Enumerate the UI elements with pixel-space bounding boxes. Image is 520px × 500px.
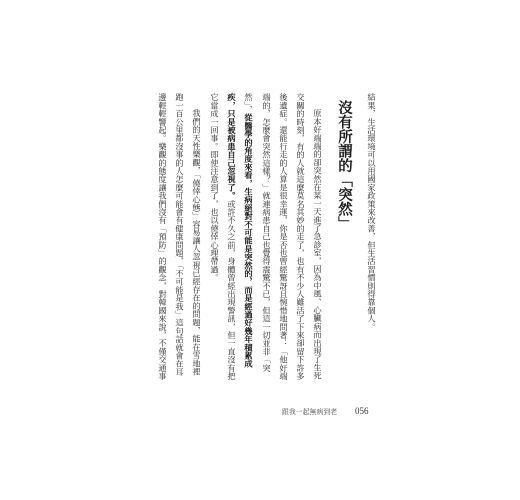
body-column-2	[295, 93, 306, 393]
body-text: 交關的時刻，有的人就這麼莫名其妙的走了，也有不少人雖活了下來卻留下許多	[296, 93, 306, 380]
page-number: 056	[355, 406, 369, 416]
body-text: 邊輕輕響起。樂觀的態度讓我們沒有「預防」的觀念，對韓國來說，不僅交通事	[158, 93, 168, 380]
body-text: 它當成一回事。即使注意到了，也以僥倖心理帶過。	[210, 93, 220, 282]
previous-paragraph-column	[366, 93, 377, 393]
body-text: 或許不久之前，身體曾經出現警訊，但一直沒有把	[227, 199, 237, 381]
body-text: 我們的天性樂觀，「僥倖心態」容易讓人忽視已經存在的問題，能在雪地裡	[192, 109, 202, 376]
body-text: 跑一百公里都沒事的人怎麼可能會有健康問題，「不可能是我」這句話就會在耳	[175, 93, 185, 376]
body-text: 後遺症。還能行走的人算是很幸運，你是否也曾經驚訝且惋惜地問著：「他好端	[279, 93, 289, 380]
body-text: 端的，怎麼會突然這樣？」就連病患自己也覺得震驚不已，但這一切並非「突	[262, 93, 272, 372]
emphasis-text: 從醫學的角度來看，生病絕對不可能是突然的，而是經過好幾年積累成	[244, 113, 254, 368]
emphasis-text: 疾，只是被病患自己忽視了。	[227, 93, 237, 200]
body-column-4	[261, 93, 272, 393]
body-column-3	[278, 93, 289, 393]
body-column-6	[226, 93, 237, 393]
body-text: 原本好端端的卻突然在某一天進了急診室，因為中風、心臟病而出現了生死	[313, 109, 323, 380]
body-column-1	[312, 93, 323, 393]
body-column-5	[243, 93, 254, 393]
body-column-10	[157, 93, 168, 393]
body-column-8	[191, 93, 202, 393]
section-heading	[336, 100, 352, 240]
footer-book-title: 跟我一起無病到老	[282, 408, 338, 416]
section-heading-text: 沒有所謂的「突然」	[336, 100, 352, 231]
body-text: 然」，	[244, 93, 254, 114]
previous-paragraph-text: 結果，生活環境可以用國家政策來改善，但生活習慣則得靠個人。	[367, 93, 377, 331]
body-column-7	[209, 93, 220, 393]
body-column-9	[174, 93, 185, 393]
